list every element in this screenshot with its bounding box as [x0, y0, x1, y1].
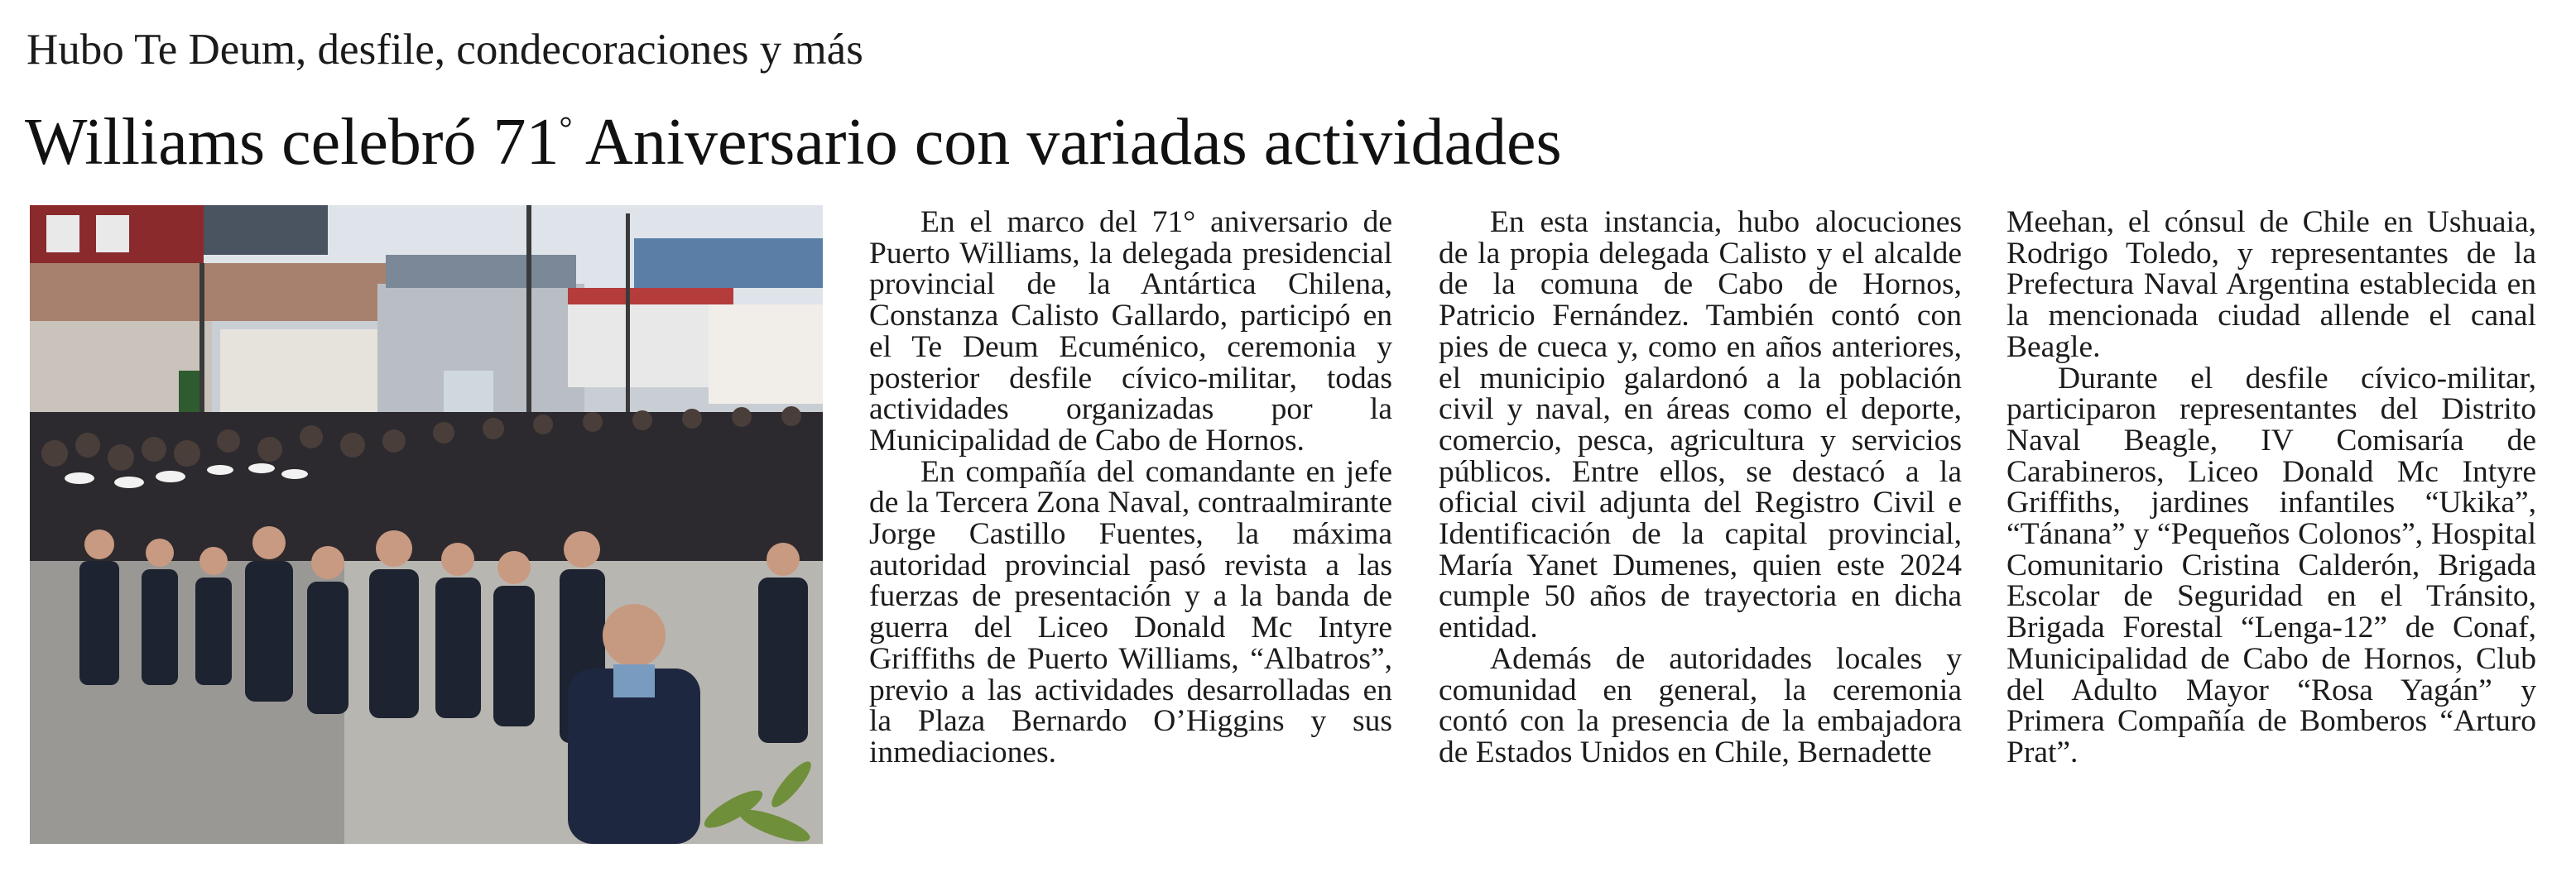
headline-part-1: Williams celebró 71 [25, 106, 560, 179]
headline-part-2: Aniversario con variadas actividades [572, 106, 1562, 179]
parade-photo [30, 205, 823, 844]
headline-degree: ° [559, 109, 573, 146]
article-column-1 [869, 207, 1392, 769]
paragraph: Meehan, el cónsul de Chile en Ushuaia, Rodrigo Toledo, y representantes de la Prefectura Naval Argentina establecida en la mencionada ciudad allende el canal Beagle. [2006, 205, 2536, 364]
paragraph: Además de autoridades locales y comunidad en general, la ceremonia contó con la presencia de la embajadora de Estados Unidos en Chile, Bernadette [1439, 641, 1962, 769]
paragraph: En esta instancia, hubo alocuciones de la propia delegada Calisto y el alcalde de la comuna de Cabo de Hornos, Patricio Fernández. También contó con pies de cueca y, como en años anteriores, el municipio galardonó a la población civil y naval, en áreas como el deporte, comercio, pesca, agricultura y servicios públicos. Entre ellos, se destacó a la oficial civil adjunta del Registro Civil e Identificación de la capital provincial, María Yanet Dumenes, quien este 2024 cumple 50 años de trayectoria en dicha entidad. [1439, 205, 1962, 645]
paragraph: Durante el desfile cívico-militar, participaron representantes del Distrito Naval Beagle, IV Comisaría de Carabineros, Liceo Donald Mc Intyre Griffiths, jardines infantiles “Ukika”, “Tánana” y “Pequeños Colonos”, Hospital Comunitario Cristina Calderón, Brigada Escolar de Seguridad en el Tránsito, Brigada Forestal “Lenga-12” de Conaf, Municipalidad de Cabo de Hornos, Club del Adulto Mayor “Rosa Yagán” y Primera Compañía de Bomberos “Arturo Prat”. [2006, 361, 2536, 769]
paragraph: En compañía del comandante en jefe de la Tercera Zona Naval, contraalmirante Jorge Castillo Fuentes, la máxima autoridad provincial pasó revista a las fuerzas de presentación y a la banda de guerra del Liceo Donald Mc Intyre Griffiths de Puerto Williams, “Albatros”, previo a las actividades desarrolladas en la Plaza Bernardo O’Higgins y sus inmediaciones. [869, 454, 1392, 769]
article-headline [25, 83, 1562, 188]
article-column-3 [2006, 207, 2536, 769]
article-column-2 [1439, 207, 1962, 769]
paragraph: En el marco del 71° aniversario de Puerto Williams, la delegada presidencial provincial de la Antártica Chilena, Constanza Calisto Gallardo, participó en el Te Deum Ecuménico, ceremonia y posterior desfile cívico-militar, todas actividades organizadas por la Municipalidad de Cabo de Hornos. [869, 205, 1392, 458]
parade-photo-illustration [30, 205, 823, 844]
article-kicker: Hubo Te Deum, desfile, condecoraciones y más [26, 26, 863, 74]
